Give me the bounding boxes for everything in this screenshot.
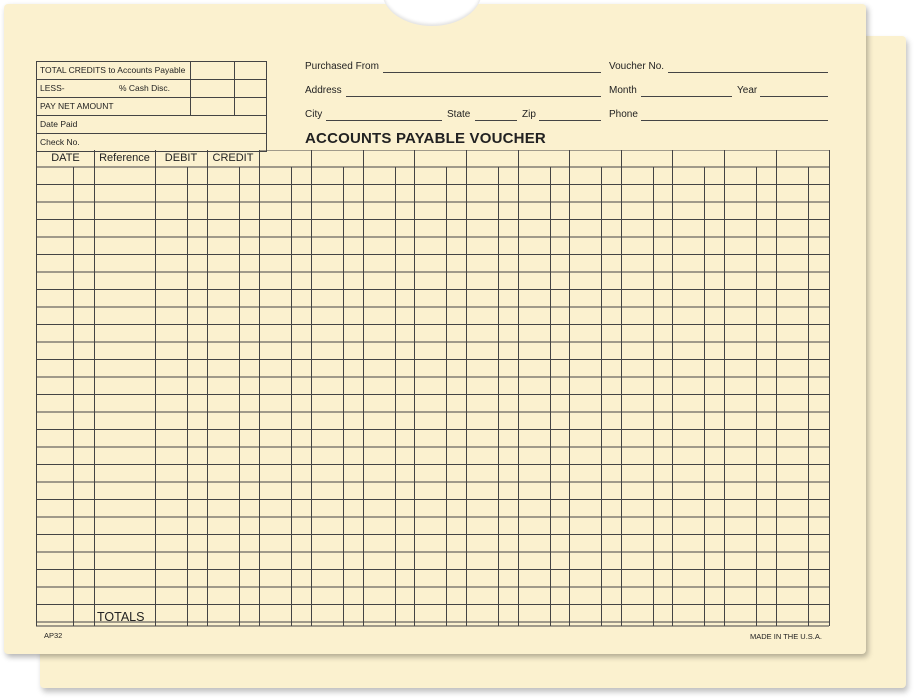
total-credits-cell-b[interactable] [235,62,267,80]
month-line[interactable] [641,96,732,97]
credit-column-header: CREDIT [212,152,254,164]
total-credits-cell-a[interactable] [191,62,235,80]
form-title: ACCOUNTS PAYABLE VOUCHER [305,130,546,147]
check-no-row[interactable]: Check No. [37,134,267,152]
ledger-grid[interactable] [36,150,830,628]
less-cash-disc-label [37,80,191,98]
thumb-cut-notch [382,0,482,26]
pay-net-amount-label: PAY NET AMOUNT [37,98,191,116]
address-label: Address [305,85,342,96]
voucher-no-line[interactable] [668,72,828,73]
date-paid-row[interactable]: Date Paid [37,116,267,134]
address-line[interactable] [346,96,601,97]
pay-net-cell-a[interactable] [191,98,235,116]
date-column-header: DATE [51,152,80,164]
year-line[interactable] [760,96,828,97]
less-cell-a[interactable] [191,80,235,98]
less-label: LESS- [40,83,65,93]
purchased-from-line[interactable] [383,72,601,73]
phone-label: Phone [609,109,638,120]
reference-column-header: Reference [99,152,150,164]
phone-line[interactable] [641,120,828,121]
city-label: City [305,109,323,120]
form-code: AP32 [44,631,63,640]
less-cell-b[interactable] [235,80,267,98]
zip-label: Zip [522,109,536,120]
purchased-from-label: Purchased From [305,61,379,72]
pay-net-cell-b[interactable] [235,98,267,116]
total-credits-label: TOTAL CREDITS to Accounts Payable [37,62,191,80]
year-label: Year [737,85,758,96]
cash-disc-label: % Cash Disc. [119,83,171,93]
payment-summary-box [36,61,267,152]
voucher-no-label: Voucher No. [609,61,665,72]
totals-label: TOTALS [97,610,145,624]
city-line[interactable] [326,120,442,121]
state-line[interactable] [475,120,517,121]
month-label: Month [609,85,637,96]
state-label: State [447,109,471,120]
made-in-usa-label: MADE IN THE U.S.A. [750,632,822,641]
debit-column-header: DEBIT [164,152,198,164]
zip-line[interactable] [539,120,601,121]
